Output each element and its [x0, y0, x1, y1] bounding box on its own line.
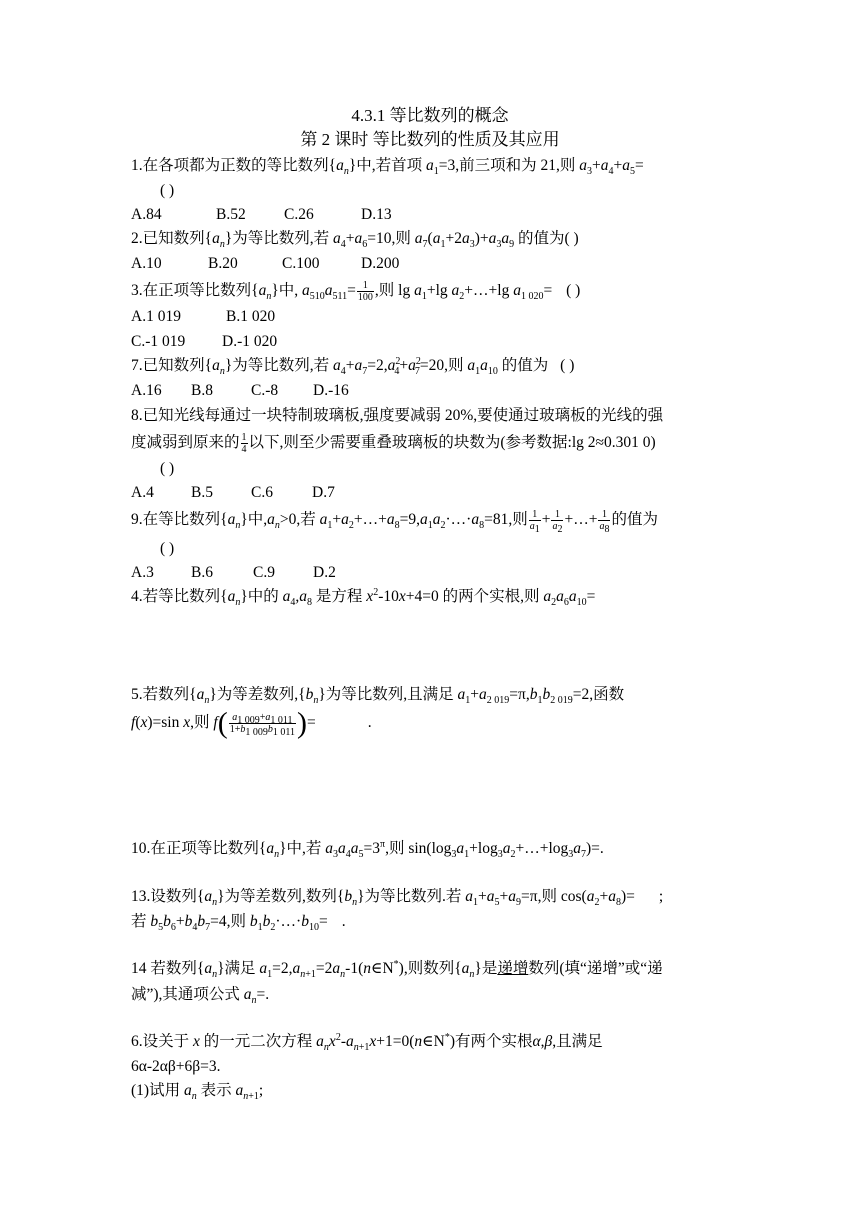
question-8-stem-line-2: 度减弱到原来的 $\frac{1}{4}$ 以下,则至少需要重叠玻璃板的块数为(参考数据:lg 2≈0.301 0): [131, 432, 656, 455]
option-b: B.52: [216, 206, 246, 223]
question-3-options-row-2: [131, 332, 277, 352]
option-d: D.-1 020: [222, 333, 278, 350]
question-5-stem-line-1: 5.若数列$\{a_n\}$为等差数列$,\{b_n\}$为等比数列,且满足 $a_1+a_{2 019}=\pi,b_1b_{2 019}=2$,函数: [131, 686, 625, 707]
option-a: A.3: [131, 564, 154, 581]
option-a: A.84: [131, 206, 162, 223]
option-c: C.100: [282, 255, 320, 272]
question-13-stem-line-1: 13.设数列$\{a_n\}$为等差数列,数列$\{b_n\}$为等比数列.若 $a_1+a_5+a_9=\pi$,则 $\cos(a_2+a_8)=$ ;: [131, 888, 664, 909]
question-6-part-1: (1)试用 $a_n$ 表示 $a_{n+1}$;: [131, 1082, 264, 1103]
question-7-options: [131, 381, 349, 401]
underlined-answer: 递增: [497, 960, 529, 977]
question-6-stem-line-1: 6.设关于 x 的一元二次方程 $a_nx^2-a_{n+1}x+1=0(n\in N^*)$有两个实根α,β,且满足: [131, 1031, 603, 1054]
option-d: D.200: [361, 255, 400, 272]
question-1-stem: 1.在各项都为正数的等比数列$\{a_n\}$中,若首项 $a_1=3$,前三项和为 21,则 $a_3+a_4+a_5=$: [131, 157, 644, 178]
question-2-options: [131, 254, 399, 274]
question-9-stem: 9.在等比数列$\{a_n\}$中$,a_n>0$,若 $a_1+a_2+\dots+a_8=9,a_1a_2\cdot\dots\cdot a_8=81$,则 $\frac{1}{a_1}$ + $\frac{1}{a_2}$ +…+ $\frac{1}{a_8}$ 的值为: [131, 509, 658, 535]
answer-paren: ( ): [160, 182, 175, 199]
question-8-stem-line-1: 8.已知光线每通过一块特制玻璃板,强度要减弱 20%,要使通过玻璃板的光线的强: [131, 407, 664, 424]
option-a: A.4: [131, 484, 154, 501]
answer-paren: ( ): [160, 460, 175, 477]
option-c: C.-8: [251, 382, 279, 399]
question-7-stem: 7.已知数列$\{a_n\}$为等比数列,若 $a_4+a_7=2,a^2_4+a^2_7=20$,则 $a_1a_{10}$ 的值为 ( ): [131, 355, 575, 378]
option-b: B.20: [208, 255, 238, 272]
answer-paren: ( ): [160, 540, 175, 557]
question-8-options: [131, 483, 335, 503]
option-a: A.1 019: [131, 308, 181, 325]
question-9-options: [131, 563, 336, 583]
question-13-stem-line-2: 若 $b_5b_6+b_4b_7=4$,则 $b_1b_2\cdot\dots\cdot b_{10}=$ .: [131, 913, 346, 934]
option-c: C.26: [284, 206, 314, 223]
option-b: B.8: [191, 382, 213, 399]
option-d: D.13: [361, 206, 392, 223]
option-c: C.9: [253, 564, 275, 581]
option-d: D.7: [312, 484, 335, 501]
question-14-stem-line-2: 减”),其通项公式 $a_n=$.: [131, 986, 270, 1007]
question-10-stem: 10.在正项等比数列$\{a_n\}$中,若 $a_3a_4a_5=3^\pi$,则 $\sin(\log_3a_1+\log_3a_2+\dots+\log_3a_7)=$.: [131, 838, 604, 861]
option-d: D.-16: [313, 382, 349, 399]
question-4-stem: 4.若等比数列$\{a_n\}$中的 $a_4,a_8$ 是方程 $x^2-10x+4=0$ 的两个实根,则 $a_2a_6a_{10}=$: [131, 586, 596, 609]
option-b: B.5: [191, 484, 213, 501]
option-c: C.6: [251, 484, 273, 501]
question-3-options-row-1: [131, 307, 275, 327]
question-2-stem: 2.已知数列$\{a_n\}$为等比数列,若 $a_4+a_6=10$,则 $a_7(a_1+2a_3)+a_3a_9$ 的值为( ): [131, 230, 579, 251]
question-5-stem-line-2: f(x)=sin x,则 f( $\frac{a_{1 009}+a_{1 011}}{1+b_{1 009}b_{1 011}}$ )= .: [131, 706, 372, 740]
question-1-options: [131, 205, 392, 225]
option-a: A.10: [131, 255, 162, 272]
option-b: B.1 020: [226, 308, 276, 325]
option-b: B.6: [191, 564, 213, 581]
option-a: A.16: [131, 382, 162, 399]
option-d: D.2: [313, 564, 336, 581]
question-6-stem-line-2: 6α-2αβ+6β=3.: [131, 1058, 221, 1075]
question-3-stem: 3.在正项等比数列$\{a_n\}$中, $a_{510}a_{511}=$ $\frac{1}{100}$ ,则 $\lg a_1+\lg$ $a_2+\dots+\lg$ $a_{1 020}=$ ( ): [131, 280, 581, 303]
page-subtitle: 第 2 课时 等比数列的性质及其应用: [300, 130, 560, 149]
page-title: 4.3.1 等比数列的概念: [351, 106, 509, 125]
option-c: C.-1 019: [131, 333, 186, 350]
question-14-stem-line-1: 14 若数列$\{a_n\}$满足 $a_1=2,a_{n+1}=2a_n-1(n\in N^*)$,则数列$\{a_n\}$是递增数列(填“递增”或“递: [131, 958, 663, 981]
